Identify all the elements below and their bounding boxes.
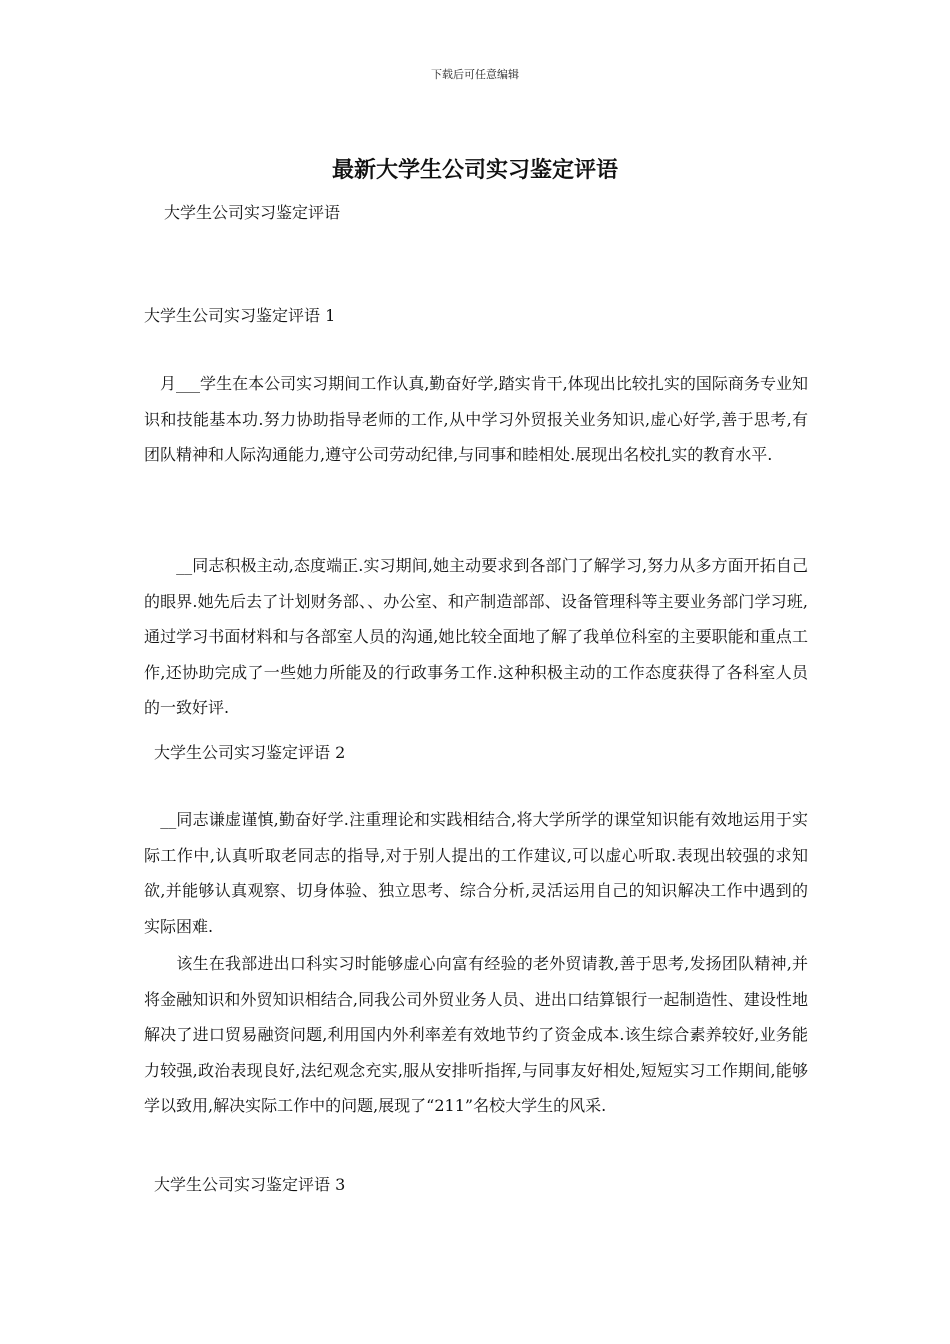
- section-heading-3: 大学生公司实习鉴定评语 3: [154, 1175, 346, 1194]
- document-subtitle: 大学生公司实习鉴定评语: [164, 203, 341, 222]
- section-heading-2: 大学生公司实习鉴定评语 2: [154, 743, 346, 762]
- header-note: 下载后可任意编辑: [431, 68, 519, 81]
- paragraph-1: 月___学生在本公司实习期间工作认真,勤奋好学,踏实肯干,体现出比较扎实的国际商务专业知识和技能基本功.努力协助指导老师的工作,从中学习外贸报关业务知识,虚心好学,善于思考,有团队精神和人际沟通能力,遵守公司劳动纪律,与同事和睦相处.展现出名校扎实的教育水平.: [144, 374, 808, 464]
- paragraph-4: 该生在我部进出口科实习时能够虚心向富有经验的老外贸请教,善于思考,发扬团队精神,并将金融知识和外贸知识相结合,同我公司外贸业务人员、进出口结算银行一起制造性、建设性地解决了进口贸易融资问题,利用国内外利率差有效地节约了资金成本.该生综合素养较好,业务能力较强,政治表现良好,法纪观念充实,服从安排听指挥,与同事友好相处,短短实习工作期间,能够学以致用,解决实际工作中的问题,展现了“211”名校大学生的风采.: [144, 954, 808, 1115]
- section-heading-1: 大学生公司实习鉴定评语 1: [144, 306, 336, 325]
- paragraph-3: __同志谦虚谨慎,勤奋好学.注重理论和实践相结合,将大学所学的课堂知识能有效地运用于实际工作中,认真听取老同志的指导,对于别人提出的工作建议,可以虚心听取.表现出较强的求知欲,并能够认真观察、切身体验、独立思考、综合分析,灵活运用自己的知识解决工作中遇到的实际困难.: [144, 810, 808, 936]
- paragraph-2: __同志积极主动,态度端正.实习期间,她主动要求到各部门了解学习,努力从多方面开拓自己的眼界.她先后去了计划财务部、、办公室、和产制造部部、设备管理科等主要业务部门学习班,通过学习书面材料和与各部室人员的沟通,她比较全面地了解了我单位科室的主要职能和重点工作,还协助完成了一些她力所能及的行政事务工作.这种积极主动的工作态度获得了各科室人员的一致好评.: [144, 556, 808, 717]
- document-title: 最新大学生公司实习鉴定评语: [331, 158, 618, 183]
